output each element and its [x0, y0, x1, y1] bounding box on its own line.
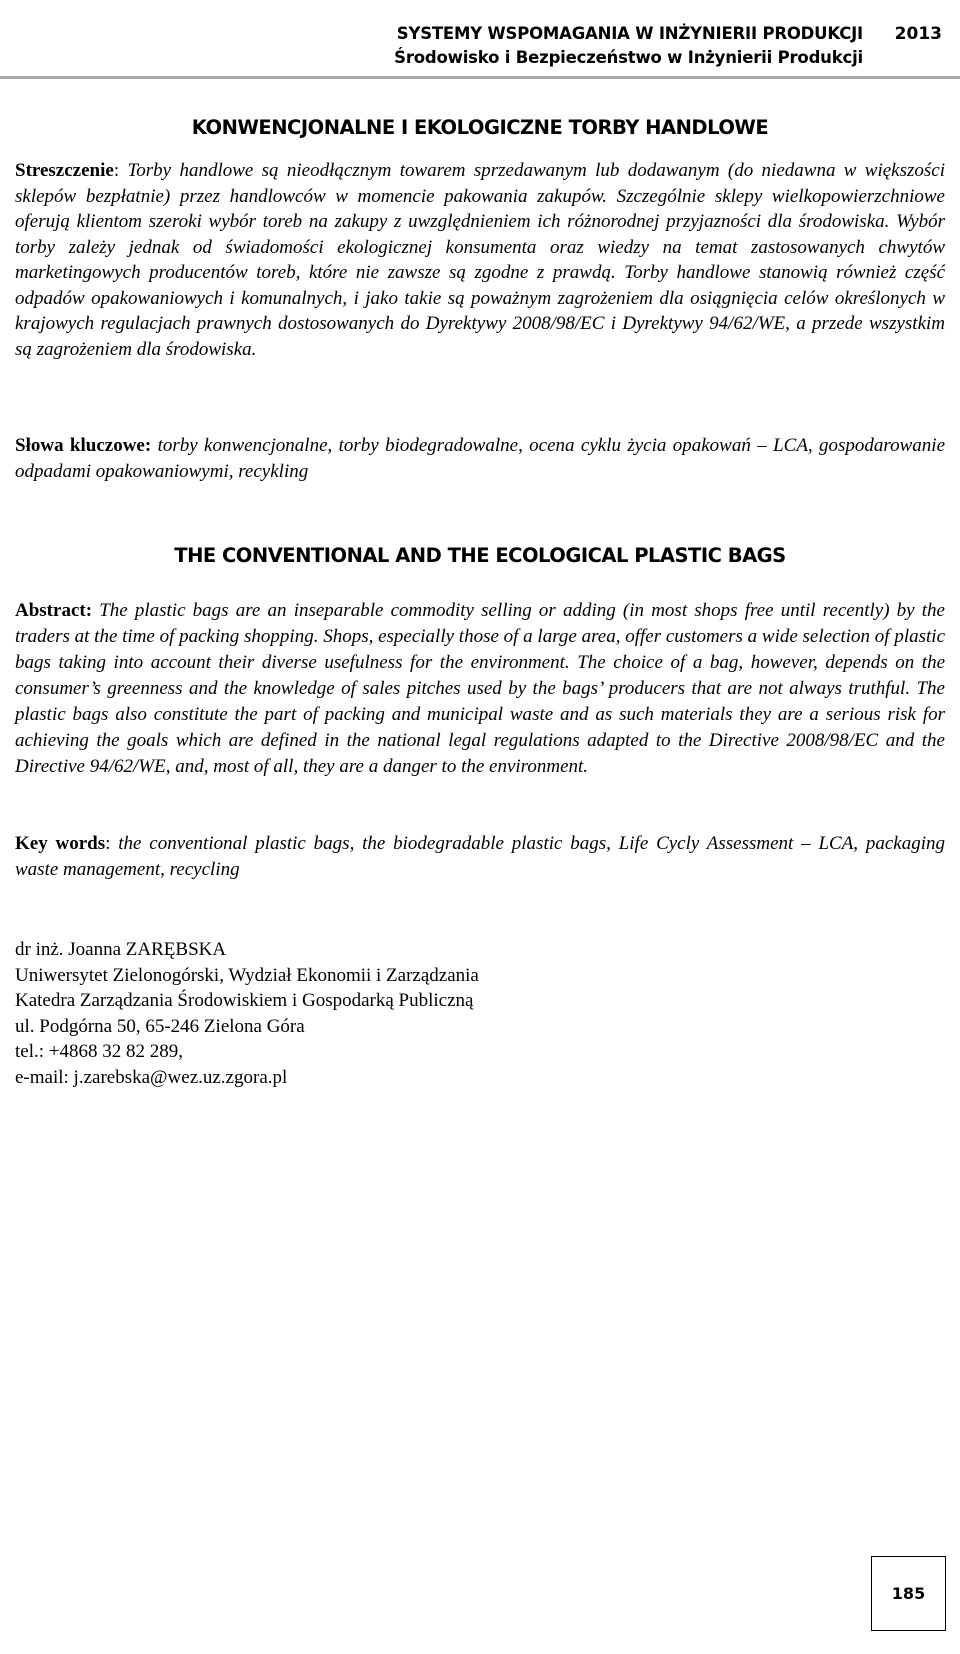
journal-title — [394, 22, 863, 70]
abstract-english-label: Abstract: — [15, 600, 93, 621]
running-header — [0, 0, 960, 80]
keywords-english-separator: : — [105, 833, 119, 854]
author-name: dr inż. Joanna ZARĘBSKA — [15, 939, 227, 960]
author-department: Katedra Zarządzania Środowiskiem i Gospodarką Publiczną — [15, 990, 474, 1011]
abstract-polish-label: Streszczenie — [15, 160, 114, 181]
author-info — [15, 937, 479, 1090]
keywords-english-text: the conventional plastic bags, the biodegradable plastic bags, Life Cycly Assessment – LCA, packaging waste management, recycling — [15, 833, 946, 880]
author-affiliation: Uniwersytet Zielonogórski, Wydział Ekonomii i Zarządzania — [15, 964, 479, 986]
journal-title-line2: Środowisko i Bezpieczeństwo w Inżynierii Produkcji — [394, 48, 863, 67]
keywords-polish — [15, 433, 945, 485]
title-polish: KONWENCJONALNE I EKOLOGICZNE TORBY HANDLOWE — [191, 116, 769, 139]
author-phone: tel.: +4868 32 82 289, — [15, 1041, 183, 1062]
abstract-english-text: The plastic bags are an inseparable commodity selling or adding (in most shops free until recently) by the traders at the time of packing shopping. Shops, especially those of a large area, offer customers a wide selection of plastic bags taking into account their diverse usefulness for the environment. The choice of a bag, however, depends on the consumer’s greenness and the knowledge of sales pitches used by the bags’ producers that are not always truthful. The plastic bags also constitute the part of packing and municipal waste and as such materials they are a serious risk for achieving the goals which are defined in the national legal regulations adapted to the Directive 2008/98/EC and the Directive 94/62/WE, and, most of all, they are a danger to the environment. — [15, 600, 945, 777]
author-email: e-mail: j.zarebska@wez.uz.zgora.pl — [15, 1066, 288, 1088]
keywords-polish-label: Słowa kluczowe: — [15, 435, 152, 456]
page-number: 185 — [871, 1556, 946, 1631]
keywords-english-label: Key words — [15, 833, 106, 854]
title-english: THE CONVENTIONAL AND THE ECOLOGICAL PLASTIC BAGS — [174, 544, 786, 567]
keywords-polish-text: torby konwencjonalne, torby biodegradowalne, ocena cyklu życia opakowań – LCA, gospodarowanie odpadami opakowaniowymi, recykling — [15, 435, 946, 482]
abstract-polish-text: Torby handlowe są nieodłącznym towarem sprzedawanym lub dodawanym (do niedawna w większości sklepów bezpłatnie) przez handlowców w momencie pakowania zakupów. Szczególnie sklepy wielkopowierzchniowe oferują klientom szeroki wybór toreb na zakupy z uwzględnieniem ich różnorodnej przyjazności dla środowiska. Wybór torby zależy jednak od świadomości ekologicznej konsumenta oraz wiedzy na temat zastosowanych chwytów marketingowych producentów toreb, które nie zawsze są zgodne z prawdą. Torby handlowe stanowią również część odpadów opakowaniowych i komunalnych, i jako takie są poważnym zagrożeniem dla osiągnięcia celów określonych w krajowych regulacjach prawnych dostosowanych do Dyrektywy 2008/98/EC i Dyrektywy 94/62/WE, a przede wszystkim są zagrożeniem dla środowiska. — [15, 160, 946, 360]
keywords-english — [15, 831, 945, 883]
abstract-polish — [15, 158, 945, 362]
abstract-polish-separator: : — [113, 160, 128, 181]
journal-title-line1: SYSTEMY WSPOMAGANIA W INŻYNIERII PRODUKCJI — [396, 24, 863, 43]
header-divider — [0, 76, 960, 79]
journal-year: 2013 — [894, 24, 942, 44]
abstract-english — [15, 598, 945, 780]
author-address: ul. Podgórna 50, 65-246 Zielona Góra — [15, 1015, 305, 1037]
